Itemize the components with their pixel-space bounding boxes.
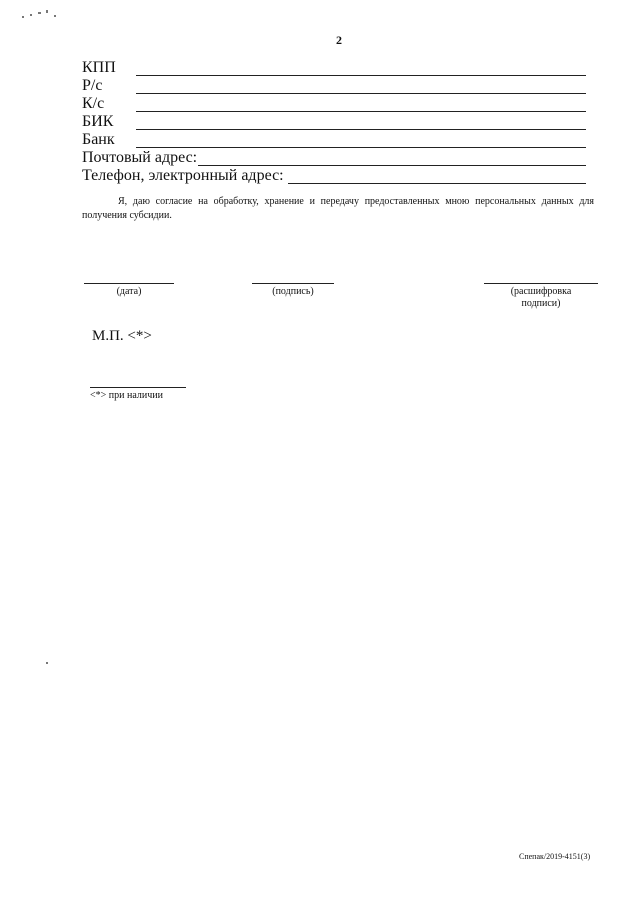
field-label-kpp: КПП <box>82 59 116 76</box>
signature-line[interactable] <box>252 283 334 284</box>
footnote: <*> при наличии <box>90 390 163 401</box>
consent-statement: Я, даю согласие на обработку, хранение и передачу предоставленных мною персональных данных для получения субсидии. <box>82 196 594 221</box>
field-line-kpp[interactable] <box>136 75 586 76</box>
footnote-separator <box>90 387 186 388</box>
date-caption: (дата) <box>116 286 142 297</box>
signature-decoding-caption: (расшифровка подписи) <box>510 286 572 309</box>
field-line-phone-email[interactable] <box>288 183 586 184</box>
field-label-ks: К/с <box>82 95 105 112</box>
document-footer-code: Спепак/2019-4151(3) <box>519 852 591 861</box>
field-label-postal-address: Почтовый адрес: <box>82 149 198 166</box>
field-line-ks[interactable] <box>136 111 586 112</box>
field-label-bank: Банк <box>82 131 115 148</box>
stamp-placeholder: М.П. <*> <box>92 328 152 344</box>
field-line-bank[interactable] <box>136 147 586 148</box>
page-number: 2 <box>336 33 342 47</box>
field-label-rs: Р/с <box>82 77 103 94</box>
field-line-postal-address[interactable] <box>198 165 586 166</box>
date-signature-line[interactable] <box>84 283 174 284</box>
signature-caption: (подпись) <box>272 286 314 297</box>
field-line-bik[interactable] <box>136 129 586 130</box>
signature-decoding-line[interactable] <box>484 283 598 284</box>
field-label-bik: БИК <box>82 113 114 130</box>
field-line-rs[interactable] <box>136 93 586 94</box>
field-label-phone-email: Телефон, электронный адрес: <box>82 167 284 184</box>
